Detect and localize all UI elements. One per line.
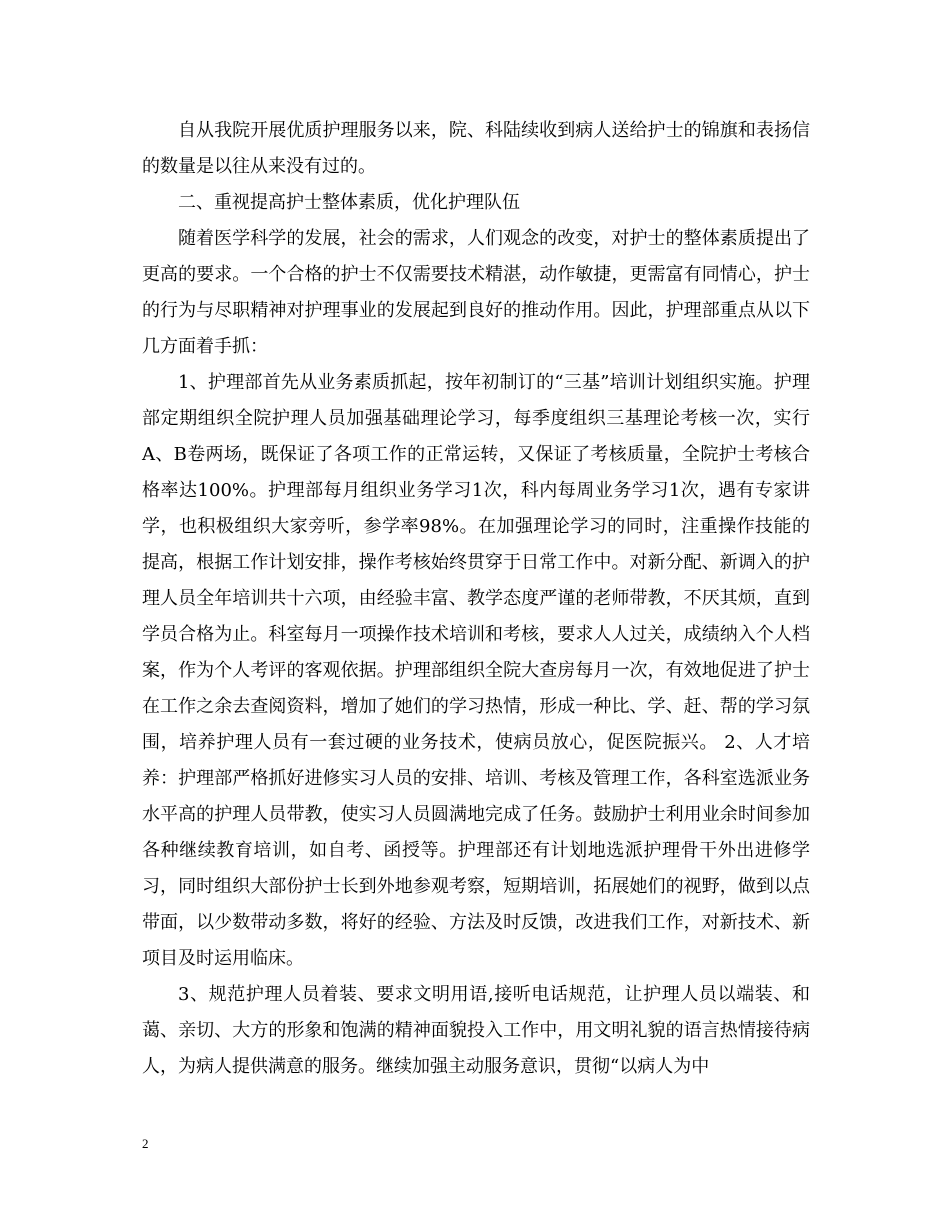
paragraph-higher-requirements: 随着医学科学的发展，社会的需求，人们观念的改变，对护士的整体素质提出了更高的要求。一个合格的护士不仅需要技术精湛，动作敏捷，更需富有同情心，护士的行为与尽职精神对护理事业的发展起到良好的推动作用。因此，护理部重点从以下几方面着手抓：	[142, 228, 810, 357]
paragraph-letters-of-praise: 自从我院开展优质护理服务以来，院、科陆续收到病人送给护士的锦旗和表扬信的数量是以往从来没有过的。	[142, 120, 810, 177]
paragraph-professional-training: 1、护理部首先从业务素质抓起，按年初制订的“三基”培训计划组织实施。护理部定期组织全院护理人员加强基础理论学习，每季度组织三基理论考核一次，实行A、B卷两场，既保证了各项工作的正常运转，又保证了考核质量，全院护士考核合格率达100%。护理部每月组织业务学习1次，科内每周业务学习1次，遇有专家讲学，也积极组织大家旁听，参学率98%。在加强理论学习的同时，注重操作技能的提高，根据工作计划安排，操作考核始终贯穿于日常工作中。对新分配、新调入的护理人员全年培训共十六项，由经验丰富、教学态度严谨的老师带教，不厌其烦，直到学员合格为止。科室每月一项操作技术培训和考核，要求人人过关，成绩纳入个人档案，作为个人考评的客观依据。护理部组织全院大查房每月一次，有效地促进了护士在工作之余去查阅资料，增加了她们的学习热情，形成一种比、学、赶、帮的学习氛围，培养护理人员有一套过硬的业务技术，使病员放心，促医院振兴。 2、人才培养：护理部严格抓好进修实习人员的安排、培训、考核及管理工作，各科室选派业务水平高的护理人员带教，使实习人员圆满地完成了任务。鼓励护士利用业余时间参加各种继续教育培训，如自考、函授等。护理部还有计划地选派护理骨干外出进修学习，同时组织大部份护士长到外地参观考察，短期培训，拓展她们的视野，做到以点带面，以少数带动多数，将好的经验、方法及时反馈，改进我们工作，对新技术、新项目及时运用临床。	[142, 372, 810, 969]
page-number: 2	[142, 1136, 149, 1151]
document-body	[142, 113, 810, 1085]
paragraph-dress-and-etiquette: 3、规范护理人员着装、要求文明用语,接听电话规范，让护理人员以端装、和蔼、亲切、大方的形象和饱满的精神面貌投入工作中，用文明礼貌的语言热情接待病人，为病人提供满意的服务。继续加强主动服务意识，贯彻“以病人为中	[142, 984, 810, 1077]
section-heading-nurse-quality: 二、重视提高护士整体素质，优化护理队伍	[178, 192, 520, 213]
